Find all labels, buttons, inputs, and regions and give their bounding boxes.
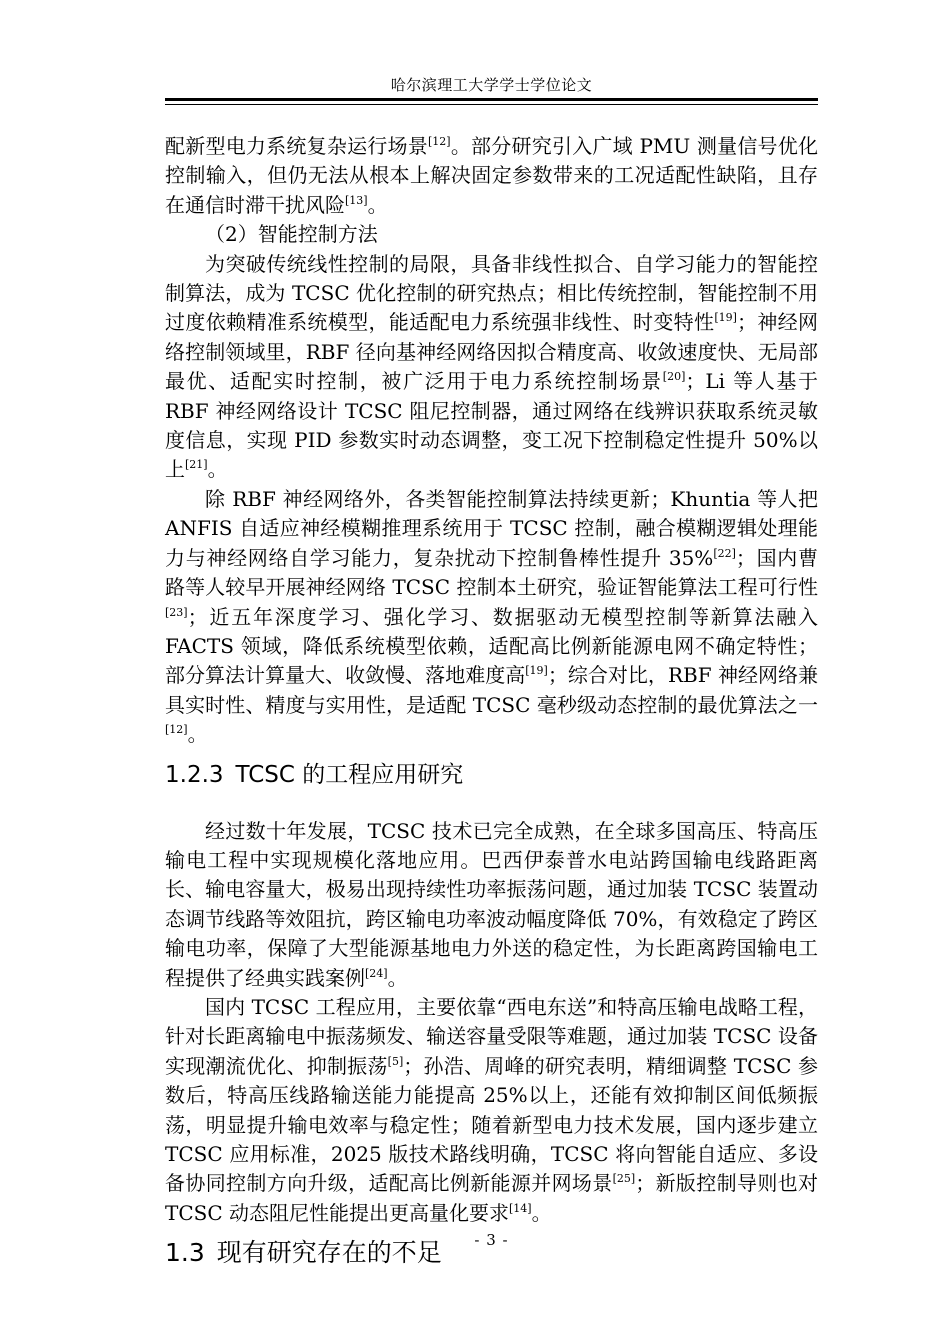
subheading-intelligent-control: （2）智能控制方法 <box>205 222 378 247</box>
citation: [24] <box>365 966 388 980</box>
text-run: 。 <box>387 965 408 990</box>
citation: [22] <box>713 546 736 560</box>
text-run: 。 <box>367 192 388 217</box>
citation: [19] <box>525 664 548 678</box>
section-title: 现有研究存在的不足 <box>216 1238 442 1268</box>
section-title: TCSC 的工程应用研究 <box>235 761 464 788</box>
text-run: 国内 TCSC 工程应用，主要依靠“西电东送”和特高压输电战略工程，针对长距离输电中振荡频发、输送容量受限等难题，通过加装 TCSC 设备实现潮流优化、抑制振荡 <box>165 994 818 1078</box>
paragraph-international-application <box>165 817 818 993</box>
text-run: 。 <box>531 1200 552 1225</box>
text-run: 除 RBF 神经网络外，各类智能控制算法持续更新；Khuntia 等人把 ANFIS 自适应神经模糊推理系统用于 TCSC 控制，融合模糊逻辑处理能力与神经网络自学习能力，复杂扰动下控制鲁棒性提升 35% <box>165 486 818 570</box>
citation: [5] <box>387 1054 404 1068</box>
text-run: 。部分研究引入广域 PMU 测量信号优化控制输入，但仍无法从根本上解决固定参数带来的工况适配性缺陷，且存在通信时滞干扰风险 <box>165 134 819 217</box>
text-run: ；新版控制导则也对 TCSC 动态阻尼性能提出更高量化要求 <box>165 1171 819 1225</box>
citation: [23] <box>165 605 188 619</box>
text-run: ；孙浩、周峰的研究表明，精细调整 TCSC 参数后，特高压线路输送能力能提高 25%以上，还能有效抑制区间低频振荡，明显提升输电效率与稳定性；随着新型电力技术发展，国内逐步建立 TCSC 应用标准，2025 版技术路线明确，TCSC 将向智能自适应、多设备协同控制方向升级，适配高比例新能源并网场景 <box>165 1053 818 1196</box>
text-run: ；国内曹路等人较早开展神经网络 TCSC 控制本土研究，验证智能算法工程可行性 <box>165 545 819 600</box>
text-run: 为突破传统线性控制的局限，具备非线性拟合、自学习能力的智能控制算法，成为 TCSC 优化控制的研究热点；相比传统控制，智能控制不用过度依赖精准系统模型，能适配电力系统强非线性、时变特性 <box>165 251 818 335</box>
section-number: 1.2.3 <box>165 761 224 788</box>
citation: [13] <box>345 193 368 207</box>
running-header: 哈尔滨理工大学学士学位论文 <box>390 76 593 94</box>
section-number: 1.3 <box>165 1238 205 1268</box>
text-run: 。 <box>187 722 208 747</box>
header-rule-thin <box>165 104 818 105</box>
paragraph-intelligent-control <box>165 250 818 485</box>
citation: [14] <box>509 1201 532 1215</box>
citation: [21] <box>185 458 208 472</box>
paragraph-other-algorithms <box>165 485 818 750</box>
paragraph-continued <box>165 132 818 220</box>
citation: [12] <box>165 723 188 737</box>
text-run: 经过数十年发展，TCSC 技术已完全成熟，在全球多国高压、特高压输电工程中实现规模化落地应用。巴西伊泰普水电站跨国输电线路距离长、输电容量大，极易出现持续性功率振荡问题，通过加装 TCSC 装置动态调节线路等效阻抗，跨区输电功率波动幅度降低 70%，有效稳定了跨区输电功率，保障了大型能源基地电力外送的稳定性，为长距离跨国输电工程提供了经典实践案例 <box>165 818 818 990</box>
text-run: ；Li 等人基于 RBF 神经网络设计 TCSC 阻尼控制器，通过网络在线辨识获取系统灵敏度信息，实现 PID 参数实时动态调整，变工况下控制稳定性提升 50%以上 <box>165 369 818 482</box>
citation: [20] <box>662 370 686 384</box>
page-number: - 3 - <box>474 1231 509 1249</box>
header-rule-thick <box>165 98 818 101</box>
text-run: 。 <box>207 457 228 482</box>
citation: [19] <box>714 311 737 325</box>
text-run: ；神经网络控制领域里，RBF 径向基神经网络因拟合精度高、收敛速度快、无局部最优、适配实时控制，被广泛用于电力系统控制场景 <box>165 310 819 394</box>
paragraph-domestic-application <box>165 993 818 1228</box>
section-heading-1-2-3 <box>165 760 818 790</box>
text-run: 配新型电力系统复杂运行场景 <box>165 134 428 158</box>
citation: [12] <box>428 135 451 148</box>
body-text <box>165 132 818 1270</box>
text-run: ；近五年深度学习、强化学习、数据驱动无模型控制等新算法融入 FACTS 领域，降低系统模型依赖，适配高比例新能源电网不确定特性；部分算法计算量大、收敛慢、落地难度高 <box>165 604 818 688</box>
citation: [25] <box>612 1172 636 1186</box>
text-run: ；综合对比，RBF 神经网络兼具实时性、精度与实用性，是适配 TCSC 毫秒级动态控制的最优算法之一 <box>165 663 819 717</box>
